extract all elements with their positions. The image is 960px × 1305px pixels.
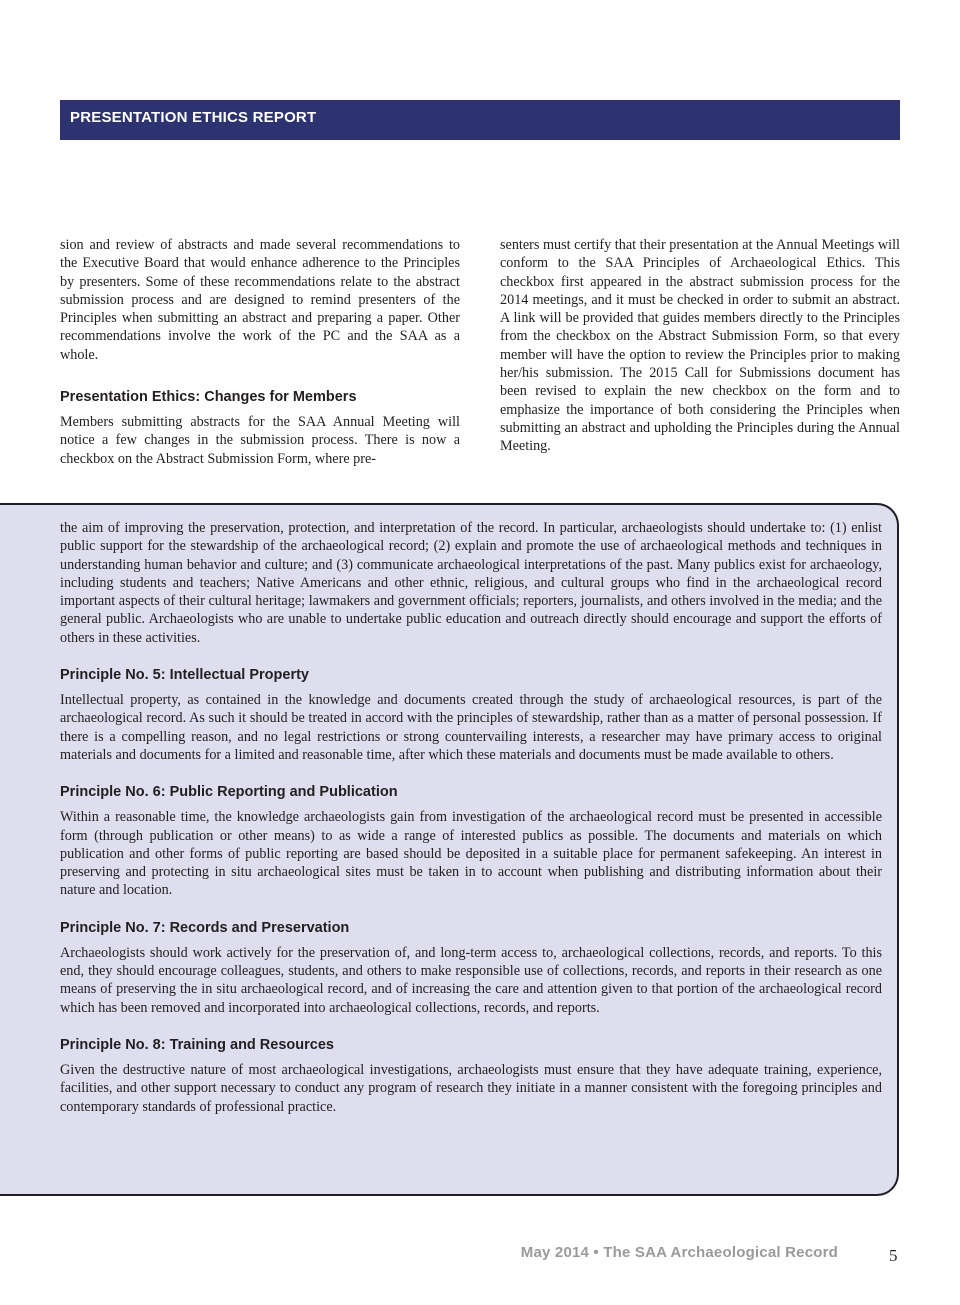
principle-7-text: Archaeologists should work actively for the preservation of, and long-term access to, archaeological collections, records, and reports. To this end, they should encourage colleagues, students, and others to make responsible use of collections, records, and reports in their research as one means of preserving the in situ archaeological record, and of increasing the care and attention given to that portion of the archaeological record which has been removed and incorporated into archaeological collections, records, and reports. [60,944,882,1016]
principle-7-heading: Principle No. 7: Records and Preservation [60,919,350,936]
left-subheading: Presentation Ethics: Changes for Members [60,389,357,406]
principles-intro: the aim of improving the preservation, protection, and interpretation of the record. In particular, archaeologists should undertake to: (1) enlist public support for the stewardship of the archaeological record; (2) explain and promote the use of archaeological methods and techniques in understanding human behavior and culture; and (3) communicate archaeological interpretations of the past. Many publics exist for archaeology, including students and teachers; Native Americans and other ethnic, religious, and cultural groups who find in the archaeological record important aspects of their cultural heritage; lawmakers and government officials; reporters, journalists, and others involved in the media; and the general public. Archaeologists who are unable to undertake public education and outreach directly should encourage and support the efforts of others in these activities. [60,520,882,646]
right-column [500,236,900,456]
principles-box-content [60,519,882,1116]
principle-8-text: Given the destructive nature of most archaeological investigations, archaeologists must ensure that they have adequate training, experience, facilities, and other support necessary to conduct any program of research they initiate in a manner consistent with the foregoing principles and contemporary standards of professional practice. [60,1061,882,1115]
principle-5-heading: Principle No. 5: Intellectual Property [60,667,309,684]
principle-6-heading: Principle No. 6: Public Reporting and Publication [60,784,398,801]
principles-box [0,503,899,1196]
page-number: 5 [889,1246,898,1265]
left-paragraph-2: Members submitting abstracts for the SAA Annual Meeting will notice a few changes in the submission process. There is now a checkbox on the Abstract Submission Form, where pre- [60,414,460,467]
left-paragraph-1: sion and review of abstracts and made several recommendations to the Executive Board that would enhance adherence to the Principles by presenters. Some of these recommendations relate to the abstract submission process and are designed to remind presenters of the Principles when submitting an abstract and preparing a paper. Other recommendations involve the work of the PC and the SAA as a whole. [60,237,460,363]
section-title: PRESENTATION ETHICS REPORT [70,109,317,126]
left-column [60,236,460,468]
principle-8-heading: Principle No. 8: Training and Resources [60,1036,334,1053]
principle-5-text: Intellectual property, as contained in the knowledge and documents created through the study of archaeological resources, is part of the archaeological record. As such it should be treated in accord with the principles of stewardship, rather than as a matter of personal possession. If there is a compelling reason, and no legal restrictions or strong countervailing interests, a researcher may have primary access to original materials and documents for a limited and reasonable time, after which these materials and documents must be made available to others. [60,692,882,763]
principle-6-text: Within a reasonable time, the knowledge archaeologists gain from investigation of the archaeological record must be presented in accessible form (through publication or other means) to as wide a range of interested publics as possible. The documents and materials on which publication and other forms of public reporting are based should be deposited in a suitable place for permanent safekeeping. An interest in preserving and protecting in situ archaeological sites must be taken in to account when publishing and distributing information about their nature and location. [60,809,882,899]
journal-footer-title: May 2014 • The SAA Archaeological Record [520,1244,838,1261]
right-paragraph-1: senters must certify that their presentation at the Annual Meetings will conform to the SAA Principles of Archaeological Ethics. This checkbox first appeared in the abstract submission process for the 2014 meetings, and it must be checked in order to submit an abstract. A link will be provided that guides members directly to the Principles from the checkbox on the Abstract Submission Form, so that every member will have the option to review the Principles prior to making her/his submission. The 2015 Call for Submissions document has been revised to explain the new checkbox on the form and to emphasize the importance of both considering the Principles when submitting an abstract and upholding the Principles during the Annual Meeting. [500,237,900,455]
page-footer [0,1244,960,1268]
section-header-bar [60,100,900,140]
